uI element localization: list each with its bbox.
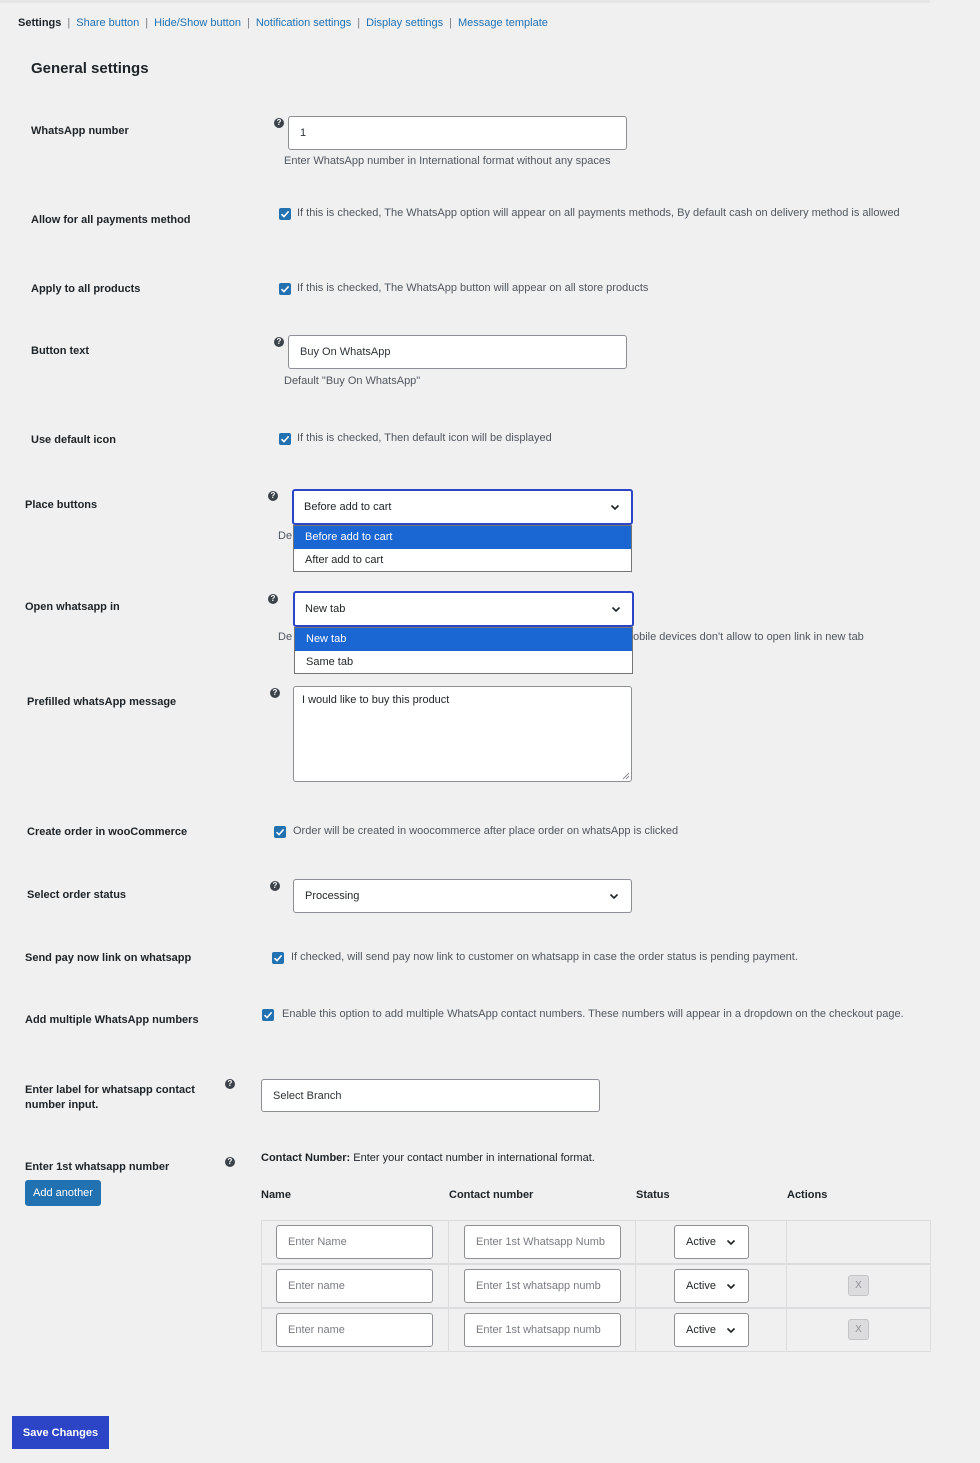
subnav-display-settings[interactable]: Display settings <box>366 17 444 29</box>
open-in-dropdown <box>294 627 633 674</box>
help-icon[interactable]: ? <box>274 118 284 128</box>
contact-number-input[interactable]: Enter 1st whatsapp numb <box>464 1313 621 1347</box>
help-icon[interactable]: ? <box>268 594 278 604</box>
contact-name-input[interactable]: Enter Name <box>276 1225 433 1259</box>
order-status-label: Select order status <box>27 889 127 901</box>
contact-number-input[interactable]: Enter 1st Whatsapp Numb <box>464 1225 621 1259</box>
contact-status-select[interactable] <box>674 1269 749 1303</box>
place-buttons-option[interactable]: Before add to cart <box>294 526 631 549</box>
place-buttons-label: Place buttons <box>25 499 98 511</box>
help-icon[interactable]: ? <box>225 1079 235 1089</box>
contact-label-label: Enter label for whatsapp contact number input. <box>25 1084 195 1111</box>
table-cell <box>787 1221 930 1263</box>
chevron-down-icon <box>608 890 620 902</box>
pay-link-checkbox[interactable] <box>272 952 284 964</box>
col-header-actions: Actions <box>787 1189 828 1201</box>
pay-link-text: If checked, will send pay now link to customer on whatsapp in case the order status is pending payment. <box>291 951 798 963</box>
create-order-label: Create order in wooCommerce <box>27 826 188 838</box>
button-text-label: Button text <box>31 345 90 357</box>
settings-subnav: Settings | Share button | Hide/Show button | Notification settings | Display settings | Message template <box>18 17 548 29</box>
open-in-desc-tail: obile devices don't allow to open link in new tab <box>633 631 864 643</box>
subnav-message-template[interactable]: Message template <box>457 17 548 29</box>
resize-grip-icon[interactable] <box>622 772 630 780</box>
contact-number-input[interactable]: Enter 1st whatsapp numb <box>464 1269 621 1303</box>
subnav-hide-show-button[interactable]: Hide/Show button <box>154 17 241 29</box>
contact-label-input[interactable]: Select Branch <box>261 1079 600 1112</box>
contact-name-input[interactable]: Enter name <box>276 1269 433 1303</box>
place-buttons-option[interactable]: After add to cart <box>305 554 384 566</box>
save-changes-button[interactable]: Save Changes <box>12 1416 109 1449</box>
default-icon-checkbox[interactable] <box>279 433 291 445</box>
subnav-notification-settings[interactable]: Notification settings <box>255 17 352 29</box>
button-text-input[interactable]: Buy On WhatsApp <box>288 335 627 369</box>
button-text-desc: Default "Buy On WhatsApp" <box>284 375 421 387</box>
checkmark-icon <box>273 953 283 963</box>
place-buttons-desc: De <box>278 530 293 542</box>
chevron-down-icon <box>609 501 621 513</box>
help-icon[interactable]: ? <box>274 337 284 347</box>
contact-status-value: Active <box>686 1324 716 1336</box>
help-icon[interactable]: ? <box>270 881 280 891</box>
col-header-status: Status <box>636 1189 670 1201</box>
first-number-label: Enter 1st whatsapp number <box>25 1161 170 1173</box>
allow-payments-text: If this is checked, The WhatsApp option will appear on all payments methods, By default cash on delivery method is allowed <box>297 207 900 219</box>
open-in-option[interactable]: New tab <box>295 628 632 651</box>
whatsapp-number-input[interactable]: 1 <box>288 116 627 150</box>
section-title: General settings <box>31 60 149 77</box>
chevron-down-icon <box>725 1324 737 1336</box>
help-icon[interactable]: ? <box>270 688 280 698</box>
chevron-down-icon <box>725 1236 737 1248</box>
open-in-option[interactable]: Same tab <box>306 656 354 668</box>
apply-products-checkbox[interactable] <box>279 283 291 295</box>
prefilled-label: Prefilled whatsApp message <box>27 696 177 708</box>
contact-number-intro-text: Enter your contact number in international format. <box>353 1152 595 1164</box>
apply-products-text: If this is checked, The WhatsApp button will appear on all store products <box>297 282 649 294</box>
apply-products-label: Apply to all products <box>31 283 141 295</box>
multiple-numbers-label: Add multiple WhatsApp numbers <box>25 1014 199 1026</box>
whatsapp-number-label: WhatsApp number <box>31 125 129 137</box>
contact-name-input[interactable]: Enter name <box>276 1313 433 1347</box>
help-icon[interactable]: ? <box>268 491 278 501</box>
chevron-down-icon <box>610 603 622 615</box>
contact-number-intro-strong: Contact Number: <box>261 1152 351 1164</box>
prefilled-value: I would like to buy this product <box>302 694 450 706</box>
subnav-share-button[interactable]: Share button <box>76 17 140 29</box>
order-status-select[interactable] <box>293 879 632 913</box>
allow-payments-label: Allow for all payments method <box>31 214 191 226</box>
order-status-value: Processing <box>305 890 360 902</box>
whatsapp-number-desc: Enter WhatsApp number in International format without any spaces <box>284 155 611 167</box>
default-icon-text: If this is checked, Then default icon will be displayed <box>297 432 552 444</box>
chevron-down-icon <box>725 1280 737 1292</box>
top-bar <box>0 0 930 3</box>
place-buttons-select[interactable] <box>292 489 633 525</box>
remove-row-button[interactable]: X <box>848 1319 869 1340</box>
open-in-value: New tab <box>305 603 346 615</box>
open-in-label: Open whatsapp in <box>25 601 120 613</box>
checkmark-icon <box>280 284 290 294</box>
place-buttons-dropdown <box>293 525 632 572</box>
contact-status-select[interactable] <box>674 1225 749 1259</box>
pay-link-label: Send pay now link on whatsapp <box>25 952 192 964</box>
default-icon-label: Use default icon <box>31 434 116 446</box>
col-header-name: Name <box>261 1189 291 1201</box>
open-in-select[interactable] <box>293 591 634 627</box>
add-another-button[interactable]: Add another <box>25 1180 101 1206</box>
multiple-numbers-text: Enable this option to add multiple WhatsApp contact numbers. These numbers will appear in a dropdown on the checkout page. <box>282 1008 904 1020</box>
subnav-current: Settings <box>18 17 62 29</box>
contact-number-intro <box>261 1152 595 1164</box>
create-order-text: Order will be created in woocommerce after place order on whatsApp is clicked <box>293 825 679 837</box>
prefilled-textarea[interactable] <box>293 686 632 782</box>
contact-status-value: Active <box>686 1236 716 1248</box>
open-in-desc: De <box>278 631 293 643</box>
checkmark-icon <box>275 827 285 837</box>
col-header-contact-number: Contact number <box>449 1189 534 1201</box>
help-icon[interactable]: ? <box>225 1157 235 1167</box>
contact-status-value: Active <box>686 1280 716 1292</box>
contact-status-select[interactable] <box>674 1313 749 1347</box>
contacts-table <box>261 1220 931 1352</box>
create-order-checkbox[interactable] <box>274 826 286 838</box>
checkmark-icon <box>280 434 290 444</box>
place-buttons-value: Before add to cart <box>304 501 392 513</box>
remove-row-button[interactable]: X <box>848 1275 869 1296</box>
